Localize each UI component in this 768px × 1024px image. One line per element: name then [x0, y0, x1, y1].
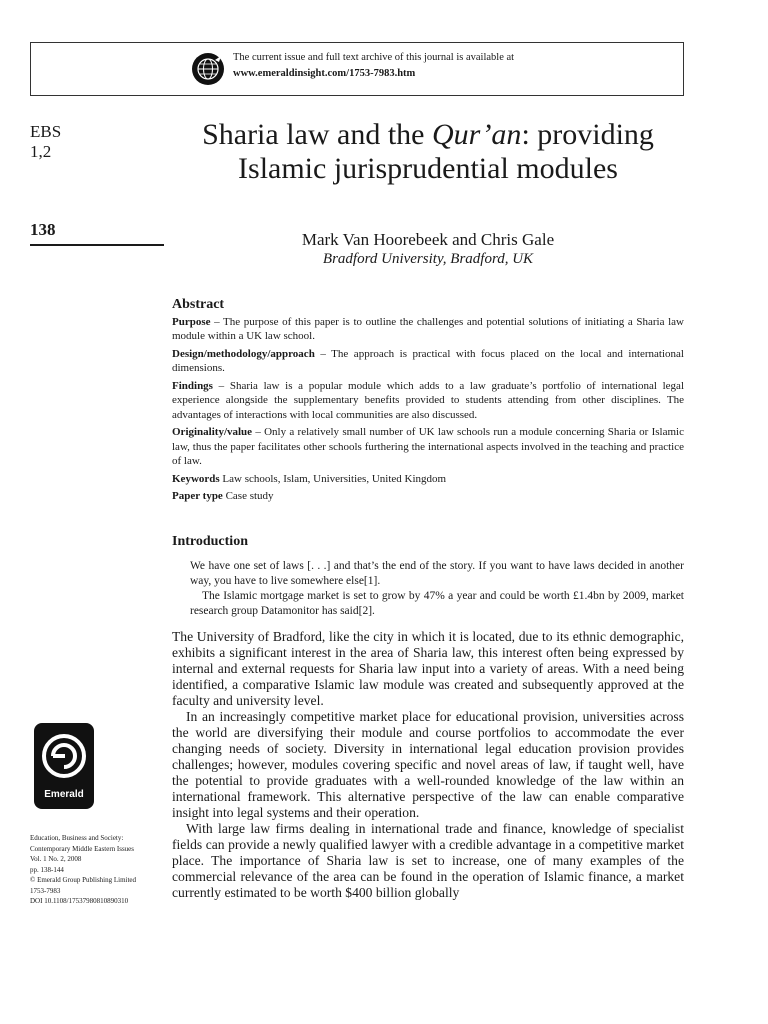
findings-text: – Sharia law is a popular module which adds to a law graduate’s portfolio of international legal experience alongside the supplementary benefits provided to students attending from other disciplines. The advantages of interactions with local communities are also discussed.	[172, 379, 684, 421]
title-italic-part: Qur’an	[431, 118, 522, 151]
citation-line: 1753-7983	[30, 886, 61, 895]
quote-1: We have one set of laws [. . .] and that’s the end of the story. If you want to have laws decided in another way, you have to live somewhere else[1].	[190, 560, 684, 587]
citation-line: Education, Business and Society:	[30, 834, 124, 842]
keywords-label: Keywords	[172, 472, 220, 485]
purpose-text: – The purpose of this paper is to outline the challenges and potential solutions of initiating a Sharia law module within a UK law school.	[172, 315, 684, 342]
journal-url-link[interactable]: www.emeraldinsight.com/1753-7983.htm	[233, 68, 416, 79]
originality-label: Originality/value	[172, 426, 253, 438]
originality-text: – Only a relatively small number of UK law schools run a module concerning Sharia or Islamic law, thus the paper facilitates other schools furthering the international aspects involved in the teaching and practice of law.	[172, 426, 684, 467]
paper-type-text: Case study	[222, 490, 274, 502]
body-text	[172, 629, 684, 901]
keywords-text: Law schools, Islam, Universities, United Kingdom	[219, 472, 447, 485]
citation-line: Contemporary Middle Eastern Issues	[30, 844, 135, 853]
design-text: – The approach is practical with focus placed on the local and international dimensions.	[172, 347, 684, 374]
paragraph-1: The University of Bradford, like the city in which it is located, due to its ethnic demographic, exhibits a significant interest in the area of Sharia law, this interest often being expressed by internal and external requests for Sharia law input into a variety of areas. With a need being identified, a comparative Islamic law module was created and subsequently approved at the faculty and university level.	[172, 629, 684, 708]
findings-label: Findings	[172, 379, 213, 392]
citation-block	[30, 833, 170, 907]
paragraph-3: With large law firms dealing in international trade and finance, knowledge of specialist fields can provide a newly qualified lawyer with a credible advantage in a competitive market place. The importance of Sharia law is set to increase, one of many examples of the commercial relevance of the area can be found in the operation of Islamic finance, a market currently estimated to be worth $400 billion globally	[172, 821, 684, 900]
abstract-findings	[172, 379, 684, 423]
article-authors: Mark Van Hoorebeek and Chris Gale	[301, 230, 555, 249]
page-number: 138	[30, 220, 56, 239]
paragraph-2: In an increasingly competitive market place for educational provision, universities across the world are diversifying their module and course portfolios to accommodate the ever changing needs of society. Diversity in international legal education provision provides challenges; however, modules covering specific and novel areas of law, if taught well, have the potential to provide graduates with a well-rounded knowledge of the law within an international framework. This alternative perspective of the law can enable comparative insight into legal systems and their operation.	[172, 709, 684, 820]
abstract-heading: Abstract	[172, 297, 225, 312]
citation-line: pp. 138-144	[30, 865, 64, 874]
globe-icon	[191, 52, 225, 86]
archive-notice: The current issue and full text archive of this journal is available at	[233, 52, 515, 63]
quote-2: The Islamic mortgage market is set to grow by 47% a year and could be worth £1.4bn by 2009, market research group Datamonitor has said[2].	[190, 590, 684, 617]
volume-issue: 1,2	[30, 142, 52, 161]
abstract-paper-type	[172, 489, 684, 504]
emerald-logo	[34, 723, 94, 809]
paper-type-label: Paper type	[172, 490, 223, 502]
citation-line: DOI 10.1108/17537980810890310	[30, 897, 129, 905]
citation-line: Vol. 1 No. 2, 2008	[30, 855, 82, 863]
journal-abbrev: EBS	[30, 122, 62, 141]
design-label: Design/methodology/approach	[172, 347, 315, 360]
title-part3: : providing Islamic jurisprudential modules	[238, 118, 654, 185]
abstract-keywords	[172, 472, 684, 487]
margin-divider	[30, 244, 164, 246]
abstract-purpose	[172, 315, 684, 344]
article-title	[172, 118, 684, 186]
title-part1: Sharia law and the	[202, 118, 432, 151]
epigraph-quotes	[190, 559, 684, 619]
emerald-swirl-icon	[34, 723, 94, 789]
journal-header-box	[30, 42, 684, 96]
emerald-logo-label: Emerald	[44, 789, 84, 800]
abstract-originality	[172, 425, 684, 469]
citation-line: © Emerald Group Publishing Limited	[30, 876, 137, 884]
introduction-heading: Introduction	[172, 534, 248, 549]
abstract-design	[172, 347, 684, 376]
author-affiliation: Bradford University, Bradford, UK	[322, 251, 534, 267]
purpose-label: Purpose	[172, 315, 211, 328]
abstract-section	[172, 298, 684, 507]
journal-volume-marker	[30, 122, 61, 162]
